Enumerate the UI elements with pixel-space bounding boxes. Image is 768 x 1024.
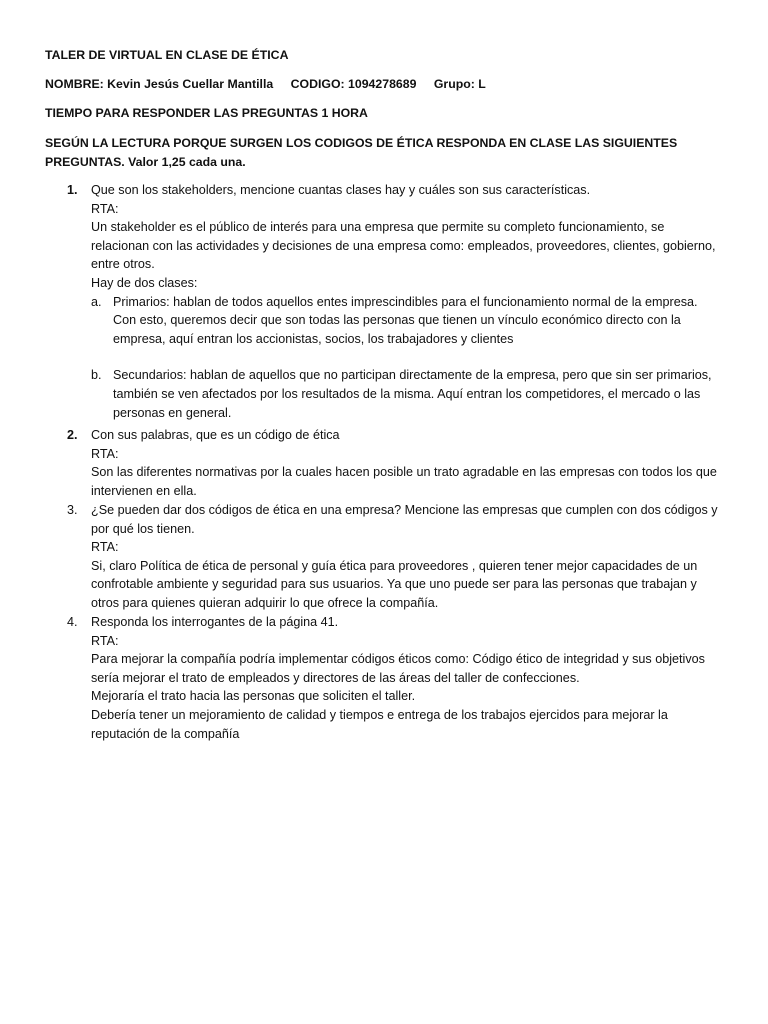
question-2 <box>67 426 719 500</box>
subitem-text: Primarios: hablan de todos aquellos entes imprescindibles para el funcionamiento normal de la empresa. Con esto, queremos decir que son todas las personas que tienen un vínculo económico directo con la empresa, aquí entran los accionistas, socios, los trabajadores y clientes <box>113 294 698 346</box>
rta-label: RTA: <box>91 633 119 648</box>
question-1 <box>67 181 719 422</box>
rta-label: RTA: <box>91 540 119 555</box>
answer-text: Si, claro Política de ética de personal y guía ética para proveedores , quieren tener mejor capacidades de un confrotable ambiente y seguridad para sus usuarios. Ya que uno puede ser para las personas que trabajan y otros para quienes quieran adquirir lo que ofrece la compañía. <box>91 558 698 610</box>
subitem-text: Secundarios: hablan de aquellos que no participan directamente de la empresa, pero que sin ser primarios, también se ven afectados por los resultados de la misma. Aquí entran los competidores, el mercado o las personas en general. <box>113 368 712 420</box>
question-text: Con sus palabras, que es un código de ética <box>91 428 340 442</box>
question-number: 3. <box>67 503 78 517</box>
answer-text: Son las diferentes normativas por la cuales hacen posible un trato agradable en las empresas con todos los que intervienen en ella. <box>91 465 717 498</box>
subitem-a <box>91 293 719 349</box>
question-4 <box>67 613 719 743</box>
answer-text-3: Debería tener un mejoramiento de calidad y tiempos e entrega de los trabajos ejercidos para mejorar la reputación de la compañía <box>91 707 668 741</box>
question-number: 1. <box>67 183 78 197</box>
rta-label: RTA: <box>91 446 119 461</box>
answer-text-2: Mejoraría el trato hacia las personas que soliciten el taller. <box>91 689 416 704</box>
question-number: 4. <box>67 615 78 629</box>
student-code: CODIGO: 1094278689 <box>290 77 417 91</box>
answer-text: Para mejorar la compañía podría implementar códigos éticos como: Código ético de integridad y sus objetivos sería mejorar el trato de empleados y directores de las áreas del taller de confecciones. <box>91 652 705 685</box>
time-limit: TIEMPO PARA RESPONDER LAS PREGUNTAS 1 HORA <box>45 106 368 120</box>
question-3 <box>67 501 719 613</box>
rta-label: RTA: <box>91 201 119 216</box>
student-group: Grupo: L <box>433 77 486 91</box>
document-title: TALER DE VIRTUAL EN CLASE DE ÉTICA <box>45 48 289 62</box>
student-name: NOMBRE: Kevin Jesús Cuellar Mantilla <box>45 77 274 91</box>
question-text: Que son los stakeholders, mencione cuantas clases hay y cuáles son sus características. <box>91 183 591 197</box>
subitem-letter: b. <box>91 368 102 383</box>
question-text: ¿Se pueden dar dos códigos de ética en una empresa? Mencione las empresas que cumplen con dos códigos y por qué los tienen. <box>91 503 718 536</box>
answer-text-2: Hay de dos clases: <box>91 275 198 290</box>
question-number: 2. <box>67 428 78 442</box>
subitem-b <box>91 366 719 422</box>
answer-text: Un stakeholder es el público de interés para una empresa que permite su completo funcionamiento, se relacionan con las actividades y decisiones de una empresa como: empleados, proveedores, clientes, gobierno, entre otros. <box>91 220 716 272</box>
subitem-letter: a. <box>91 294 102 309</box>
instructions: SEGÚN LA LECTURA PORQUE SURGEN LOS CODIGOS DE ÉTICA RESPONDA EN CLASE LAS SIGUIENTES PREGUNTAS. Valor 1,25 cada una. <box>45 136 678 169</box>
student-info <box>45 75 486 94</box>
question-text: Responda los interrogantes de la página 41. <box>91 615 339 629</box>
